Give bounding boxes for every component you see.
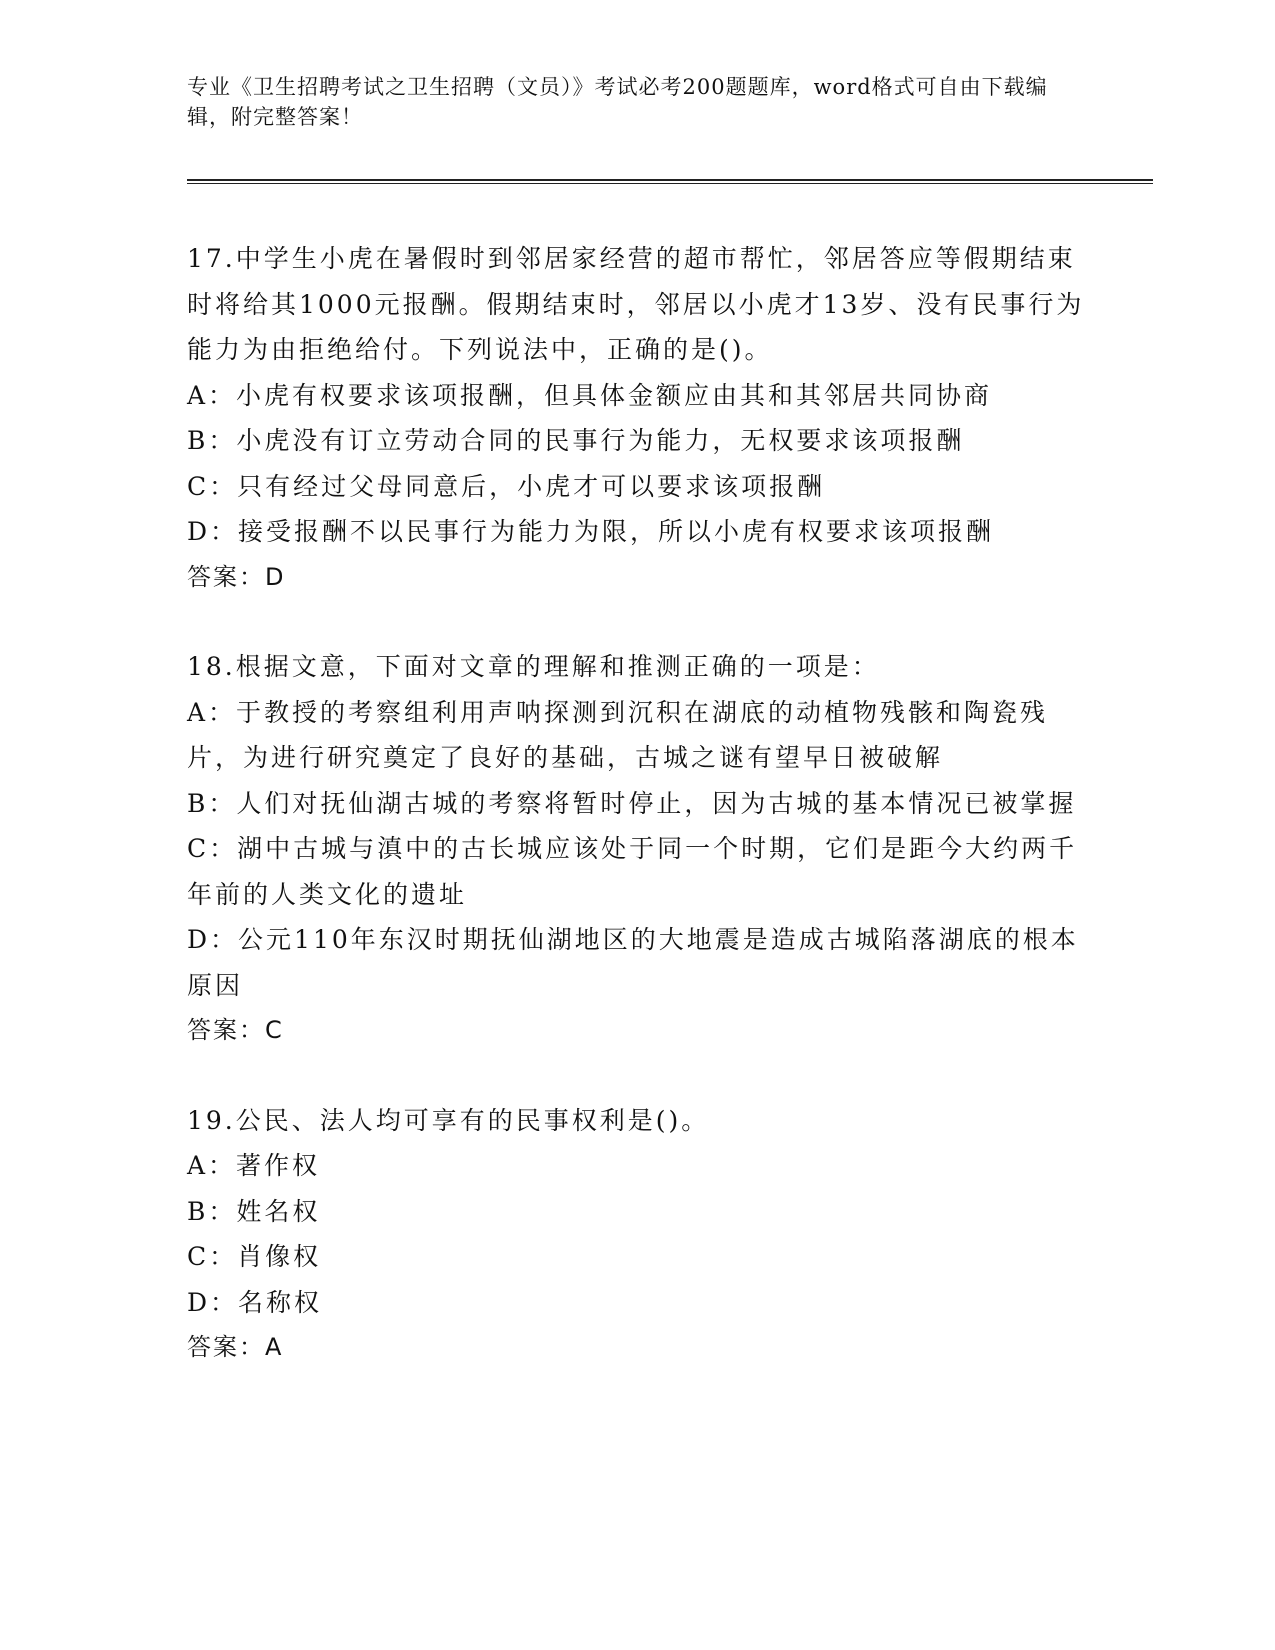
question-list <box>187 236 1087 1415</box>
answer-line: 答案：A <box>187 1333 284 1361</box>
option-a: A：著作权 <box>187 1151 321 1180</box>
question-stem: 17.中学生小虎在暑假时到邻居家经营的超市帮忙，邻居答应等假期结束时将给其1000元报酬。假期结束时，邻居以小虎才13岁、没有民事行为能力为由拒绝给付。下列说法中，正确的是()。 <box>187 244 1085 364</box>
option-c: C：湖中古城与滇中的古长城应该处于同一个时期，它们是距今大约两千年前的人类文化的遗址 <box>187 834 1078 909</box>
option-c: C：肖像权 <box>187 1242 322 1271</box>
option-d: D：接受报酬不以民事行为能力为限，所以小虎有权要求该项报酬 <box>187 517 995 546</box>
question-stem: 19.公民、法人均可享有的民事权利是()。 <box>187 1105 710 1135</box>
option-b: B：姓名权 <box>187 1196 321 1226</box>
answer-line: 答案：C <box>187 1016 284 1044</box>
question-item <box>187 644 1087 1054</box>
option-d: D：公元110年东汉时期抚仙湖地区的大地震是造成古城陷落湖底的根本原因 <box>187 925 1079 1000</box>
question-item <box>187 1098 1087 1371</box>
question-item <box>187 236 1087 600</box>
answer-line: 答案：D <box>187 562 286 591</box>
document-header: 专业《卫生招聘考试之卫生招聘（文员）》考试必考200题题库，word格式可自由下载编辑，附完整答案！ <box>187 75 1048 129</box>
option-a: A：小虎有权要求该项报酬，但具体金额应由其和其邻居共同协商 <box>187 380 993 410</box>
option-c: C：只有经过父母同意后，小虎才可以要求该项报酬 <box>187 471 826 501</box>
option-d: D：名称权 <box>187 1287 323 1317</box>
header-divider <box>187 179 1153 184</box>
option-b: B：小虎没有订立劳动合同的民事行为能力，无权要求该项报酬 <box>187 426 965 455</box>
option-b: B：人们对抚仙湖古城的考察将暂时停止，因为古城的基本情况已被掌握 <box>187 788 1077 818</box>
question-stem: 18.根据文意，下面对文章的理解和推测正确的一项是： <box>187 652 880 681</box>
option-a: A：于教授的考察组利用声呐探测到沉积在湖底的动植物残骸和陶瓷残片，为进行研究奠定了良好的基础，古城之谜有望早日被破解 <box>187 697 1049 772</box>
